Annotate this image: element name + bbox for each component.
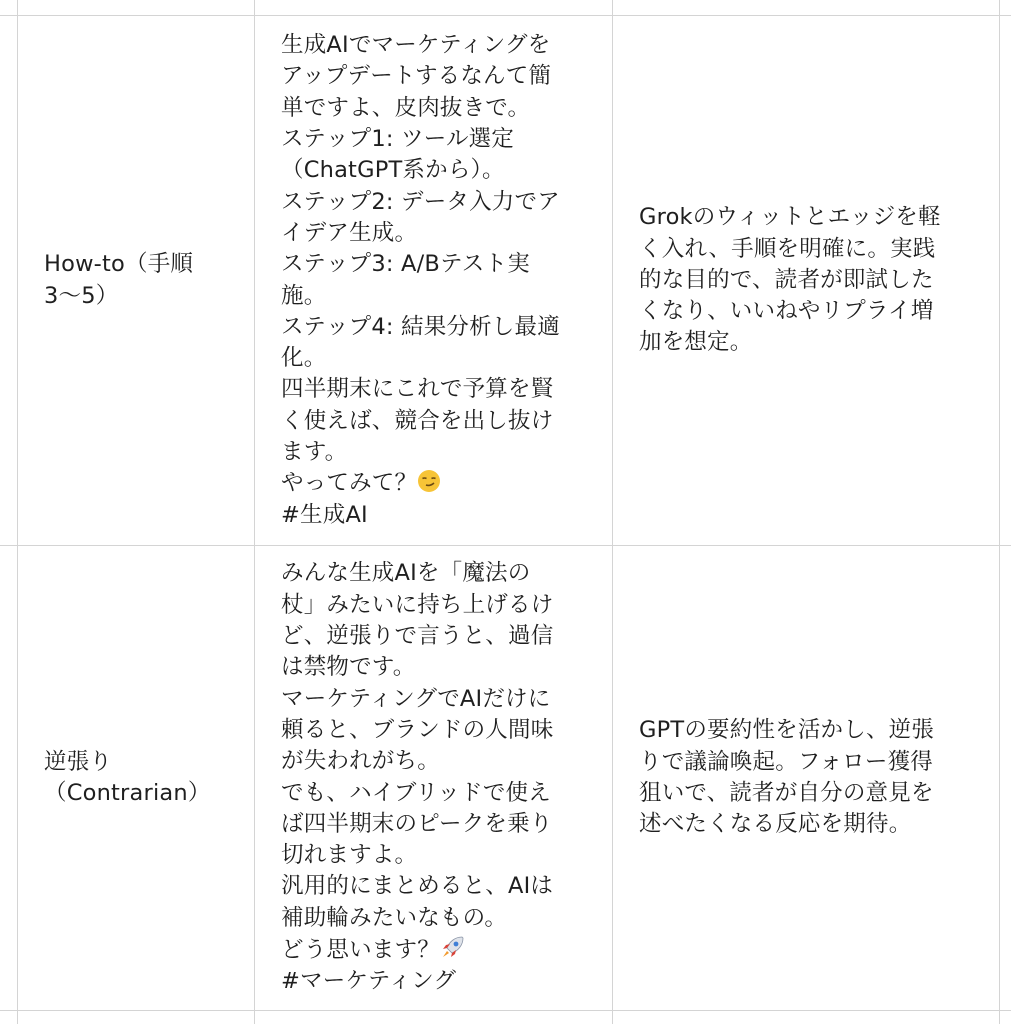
- column-divider: [999, 0, 1000, 1024]
- post-text: 生成AIでマーケティングを アップデートするなんて簡 単ですよ、皮肉抜きで。 ステップ1: ツール選定 （ChatGPT系から）。 ステップ2: データ入力でア イデア生成。 ステップ3: A/Bテスト実 施。 ステップ4: 結果分析し最適 化。 四半期末にこれで予算を賢 く使えば、競合を出し抜け ます。 やってみて？ #生成AI: [281, 32, 560, 528]
- table-cell-post-text: [254, 16, 612, 545]
- post-type-label: 逆張り （Contrarian）: [44, 748, 211, 806]
- table-cell-post-text: [254, 546, 612, 1010]
- note-text: GPTの要約性を活かし、逆張 りで議論喚起。フォロー獲得 狙いで、読者が自分の意見を 述べたくなる反応を期待。: [639, 717, 935, 838]
- row-divider: [0, 1010, 1011, 1011]
- table-cell-note: [612, 16, 999, 545]
- note-text: Grokのウィットとエッジを軽 く入れ、手順を明確に。実践 的な目的で、読者が即試した くなり、いいねやリプライ増 加を想定。: [639, 204, 941, 356]
- table-cell-note: [612, 546, 999, 1010]
- rocket-emoji: [440, 934, 466, 960]
- table-cell-post-type: [18, 16, 254, 545]
- table-cell-post-type: [18, 546, 254, 1010]
- post-type-label: How-to（手順 3〜5）: [44, 251, 194, 309]
- smirk-emoji: [417, 469, 441, 493]
- post-text: みんな生成AIを「魔法の 杖」みたいに持ち上げるけ ど、逆張りで言うと、過信 は禁物です。 マーケティングでAIだけに 頼ると、ブランドの人間味 が失われがち。 でも、ハイブリッドで使え ば四半期末のピークを乗り 切れますよ。 汎用的にまとめると、AIは 補助輪みたいなもの。 どう思います？ #マーケティング: [281, 560, 554, 995]
